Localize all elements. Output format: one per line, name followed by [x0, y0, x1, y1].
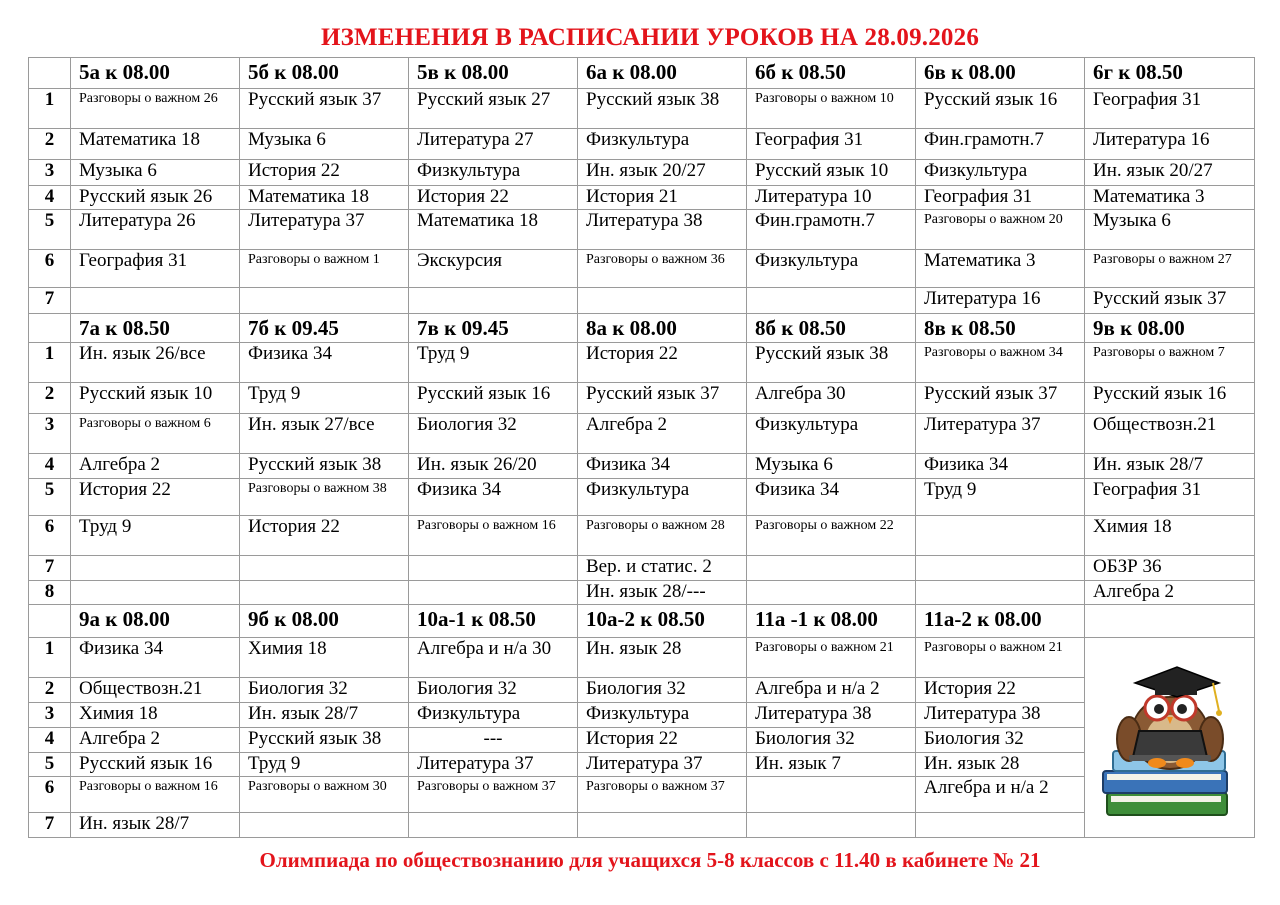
lesson-cell: [71, 556, 240, 581]
lesson-cell: Биология 32: [409, 414, 578, 454]
lesson-number: 1: [29, 89, 71, 129]
lesson-cell: Физика 34: [409, 479, 578, 516]
lesson-cell: Русский язык 10: [747, 160, 916, 186]
class-header: 11а-2 к 08.00: [916, 605, 1085, 638]
lesson-cell: Разговоры о важном 38: [240, 479, 409, 516]
lesson-number: 1: [29, 638, 71, 678]
corner-cell: [29, 605, 71, 638]
lesson-cell: Русский язык 37: [578, 383, 747, 414]
lesson-cell: Обществозн.21: [71, 678, 240, 703]
lesson-cell: ---: [409, 728, 578, 753]
lesson-cell: Разговоры о важном 37: [578, 777, 747, 813]
lesson-cell: Разговоры о важном 21: [916, 638, 1085, 678]
lesson-cell: [578, 288, 747, 314]
lesson-cell: Фин.грамотн.7: [916, 129, 1085, 160]
lesson-number: 4: [29, 454, 71, 479]
lesson-cell: Литература 27: [409, 129, 578, 160]
owl-illustration-cell: [1085, 638, 1255, 838]
class-header-row: [29, 605, 1255, 638]
lesson-row: [29, 288, 1255, 314]
lesson-cell: Алгебра 2: [578, 414, 747, 454]
lesson-row: [29, 813, 1255, 838]
class-header: 5в к 08.00: [409, 58, 578, 89]
class-header: 10а-2 к 08.50: [578, 605, 747, 638]
lesson-row: [29, 160, 1255, 186]
lesson-cell: [916, 813, 1085, 838]
class-header: 7б к 09.45: [240, 314, 409, 343]
lesson-cell: Русский язык 16: [916, 89, 1085, 129]
lesson-cell: [747, 777, 916, 813]
lesson-cell: Разговоры о важном 1: [240, 250, 409, 288]
lesson-number: 5: [29, 479, 71, 516]
lesson-cell: Физкультура: [409, 160, 578, 186]
lesson-cell: Труд 9: [71, 516, 240, 556]
lesson-cell: Литература 10: [747, 186, 916, 210]
class-header: 7в к 09.45: [409, 314, 578, 343]
lesson-cell: Русский язык 37: [1085, 288, 1255, 314]
class-header: 6г к 08.50: [1085, 58, 1255, 89]
lesson-cell: Биология 32: [747, 728, 916, 753]
class-header: 8б к 08.50: [747, 314, 916, 343]
lesson-cell: Биология 32: [409, 678, 578, 703]
class-header: 6б к 08.50: [747, 58, 916, 89]
lesson-cell: [747, 581, 916, 605]
lesson-row: [29, 678, 1255, 703]
lesson-cell: Обществозн.21: [1085, 414, 1255, 454]
lesson-cell: [916, 581, 1085, 605]
lesson-row: [29, 129, 1255, 160]
lesson-cell: Музыка 6: [240, 129, 409, 160]
lesson-cell: География 31: [747, 129, 916, 160]
lesson-cell: [409, 813, 578, 838]
lesson-number: 5: [29, 753, 71, 777]
lesson-cell: Ин. язык 28: [916, 753, 1085, 777]
lesson-cell: Литература 37: [916, 414, 1085, 454]
lesson-cell: Физкультура: [578, 703, 747, 728]
lesson-row: [29, 250, 1255, 288]
lesson-cell: Ин. язык 20/27: [1085, 160, 1255, 186]
lesson-cell: Музыка 6: [71, 160, 240, 186]
lesson-cell: [240, 288, 409, 314]
lesson-cell: Математика 3: [1085, 186, 1255, 210]
lesson-cell: Ин. язык 28/7: [240, 703, 409, 728]
lesson-cell: География 31: [1085, 89, 1255, 129]
lesson-row: [29, 753, 1255, 777]
lesson-cell: [409, 556, 578, 581]
lesson-cell: Литература 37: [578, 753, 747, 777]
lesson-number: 3: [29, 414, 71, 454]
lesson-cell: Алгебра и н/а 2: [747, 678, 916, 703]
empty-header-cell: [1085, 605, 1255, 638]
lesson-cell: Ин. язык 7: [747, 753, 916, 777]
lesson-cell: Литература 38: [916, 703, 1085, 728]
lesson-cell: [409, 288, 578, 314]
lesson-cell: Разговоры о важном 10: [747, 89, 916, 129]
lesson-cell: Разговоры о важном 21: [747, 638, 916, 678]
class-header: 7а к 08.50: [71, 314, 240, 343]
lesson-cell: Ин. язык 28/---: [578, 581, 747, 605]
lesson-cell: Русский язык 16: [1085, 383, 1255, 414]
lesson-number: 6: [29, 250, 71, 288]
lesson-number: 4: [29, 186, 71, 210]
lesson-cell: Литература 38: [747, 703, 916, 728]
lesson-cell: Русский язык 26: [71, 186, 240, 210]
lesson-cell: История 21: [578, 186, 747, 210]
class-header: 9в к 08.00: [1085, 314, 1255, 343]
lesson-cell: Разговоры о важном 34: [916, 343, 1085, 383]
lesson-cell: Труд 9: [916, 479, 1085, 516]
lesson-cell: Физкультура: [409, 703, 578, 728]
lesson-number: 7: [29, 813, 71, 838]
class-header: 9б к 08.00: [240, 605, 409, 638]
lesson-cell: Литература 26: [71, 210, 240, 250]
lesson-cell: Литература 16: [916, 288, 1085, 314]
lesson-cell: [71, 288, 240, 314]
lesson-cell: История 22: [916, 678, 1085, 703]
lesson-cell: Алгебра 2: [71, 454, 240, 479]
lesson-cell: Математика 18: [409, 210, 578, 250]
lesson-number: 7: [29, 556, 71, 581]
lesson-row: [29, 516, 1255, 556]
lesson-cell: Математика 18: [240, 186, 409, 210]
lesson-cell: Русский язык 38: [747, 343, 916, 383]
lesson-number: 5: [29, 210, 71, 250]
lesson-cell: Биология 32: [578, 678, 747, 703]
lesson-cell: Музыка 6: [1085, 210, 1255, 250]
olympiad-notice: Олимпиада по обществознанию для учащихся 5-8 классов с 11.40 в кабинете № 21: [259, 848, 1041, 872]
lesson-cell: [71, 581, 240, 605]
corner-cell: [29, 314, 71, 343]
lesson-cell: Физика 34: [916, 454, 1085, 479]
lesson-cell: Труд 9: [240, 753, 409, 777]
lesson-cell: Разговоры о важном 7: [1085, 343, 1255, 383]
lesson-cell: География 31: [916, 186, 1085, 210]
lesson-cell: Русский язык 38: [240, 454, 409, 479]
lesson-cell: Русский язык 38: [240, 728, 409, 753]
class-header-row: [29, 314, 1255, 343]
lesson-row: [29, 186, 1255, 210]
lesson-cell: Разговоры о важном 16: [71, 777, 240, 813]
lesson-cell: Биология 32: [240, 678, 409, 703]
lesson-cell: Физкультура: [578, 479, 747, 516]
lesson-cell: Фин.грамотн.7: [747, 210, 916, 250]
lesson-row: [29, 556, 1255, 581]
class-header: 6в к 08.00: [916, 58, 1085, 89]
class-header: 10а-1 к 08.50: [409, 605, 578, 638]
lesson-cell: Разговоры о важном 22: [747, 516, 916, 556]
lesson-cell: Труд 9: [240, 383, 409, 414]
lesson-cell: Физика 34: [71, 638, 240, 678]
lesson-cell: Разговоры о важном 28: [578, 516, 747, 556]
lesson-cell: [578, 813, 747, 838]
lesson-cell: [747, 556, 916, 581]
lesson-cell: Разговоры о важном 26: [71, 89, 240, 129]
lesson-cell: Русский язык 37: [240, 89, 409, 129]
lesson-cell: Ин. язык 27/все: [240, 414, 409, 454]
lesson-cell: Русский язык 38: [578, 89, 747, 129]
lesson-cell: Разговоры о важном 27: [1085, 250, 1255, 288]
page-title: ИЗМЕНЕНИЯ В РАСПИСАНИИ УРОКОВ НА 28.09.2026: [320, 24, 980, 51]
lesson-cell: Русский язык 27: [409, 89, 578, 129]
lesson-row: [29, 414, 1255, 454]
lesson-cell: Разговоры о важном 20: [916, 210, 1085, 250]
lesson-cell: История 22: [578, 728, 747, 753]
lesson-cell: Физкультура: [747, 250, 916, 288]
lesson-row: [29, 479, 1255, 516]
class-header-row: [29, 58, 1255, 89]
lesson-cell: [240, 581, 409, 605]
lesson-row: [29, 89, 1255, 129]
schedule-table: [28, 57, 1255, 838]
lesson-number: 3: [29, 160, 71, 186]
lesson-cell: Физкультура: [916, 160, 1085, 186]
lesson-number: 1: [29, 343, 71, 383]
lesson-row: [29, 703, 1255, 728]
lesson-cell: Литература 37: [240, 210, 409, 250]
lesson-row: [29, 638, 1255, 678]
lesson-cell: Ин. язык 28: [578, 638, 747, 678]
lesson-cell: Экскурсия: [409, 250, 578, 288]
lesson-cell: Математика 18: [71, 129, 240, 160]
lesson-cell: Алгебра 2: [71, 728, 240, 753]
lesson-cell: [747, 288, 916, 314]
lesson-cell: Труд 9: [409, 343, 578, 383]
lesson-cell: Ин. язык 26/20: [409, 454, 578, 479]
lesson-cell: Русский язык 10: [71, 383, 240, 414]
lesson-cell: География 31: [71, 250, 240, 288]
lesson-row: [29, 343, 1255, 383]
corner-cell: [29, 58, 71, 89]
lesson-cell: Русский язык 37: [916, 383, 1085, 414]
lesson-cell: Ин. язык 26/все: [71, 343, 240, 383]
lesson-cell: Разговоры о важном 6: [71, 414, 240, 454]
lesson-number: 6: [29, 516, 71, 556]
class-header: 5а к 08.00: [71, 58, 240, 89]
lesson-row: [29, 210, 1255, 250]
lesson-cell: Литература 37: [409, 753, 578, 777]
lesson-cell: Алгебра и н/а 30: [409, 638, 578, 678]
lesson-cell: ОБЗР 36: [1085, 556, 1255, 581]
lesson-number: 4: [29, 728, 71, 753]
class-header: 8в к 08.50: [916, 314, 1085, 343]
lesson-cell: Физика 34: [578, 454, 747, 479]
lesson-cell: [916, 516, 1085, 556]
lesson-cell: Русский язык 16: [71, 753, 240, 777]
lesson-cell: Литература 16: [1085, 129, 1255, 160]
lesson-cell: Алгебра 2: [1085, 581, 1255, 605]
lesson-cell: Разговоры о важном 16: [409, 516, 578, 556]
lesson-cell: Химия 18: [240, 638, 409, 678]
lesson-cell: Алгебра и н/а 2: [916, 777, 1085, 813]
owl-graduate-illustration: [1095, 653, 1245, 823]
lesson-number: 3: [29, 703, 71, 728]
class-header: 9а к 08.00: [71, 605, 240, 638]
lesson-row: [29, 777, 1255, 813]
lesson-cell: География 31: [1085, 479, 1255, 516]
lesson-number: 2: [29, 678, 71, 703]
class-header: 5б к 08.00: [240, 58, 409, 89]
lesson-cell: История 22: [240, 160, 409, 186]
lesson-cell: История 22: [578, 343, 747, 383]
lesson-cell: Вер. и статис. 2: [578, 556, 747, 581]
lesson-cell: Биология 32: [916, 728, 1085, 753]
lesson-cell: Ин. язык 20/27: [578, 160, 747, 186]
lesson-cell: Ин. язык 28/7: [1085, 454, 1255, 479]
class-header: 8а к 08.00: [578, 314, 747, 343]
lesson-cell: История 22: [409, 186, 578, 210]
lesson-row: [29, 383, 1255, 414]
lesson-row: [29, 728, 1255, 753]
lesson-cell: Физкультура: [578, 129, 747, 160]
lesson-cell: Математика 3: [916, 250, 1085, 288]
lesson-cell: Литература 38: [578, 210, 747, 250]
lesson-cell: [409, 581, 578, 605]
lesson-cell: Разговоры о важном 36: [578, 250, 747, 288]
lesson-cell: Физкультура: [747, 414, 916, 454]
lesson-number: 2: [29, 129, 71, 160]
lesson-cell: Физика 34: [240, 343, 409, 383]
lesson-cell: Алгебра 30: [747, 383, 916, 414]
class-header: 6а к 08.00: [578, 58, 747, 89]
lesson-cell: Химия 18: [71, 703, 240, 728]
lesson-row: [29, 581, 1255, 605]
lesson-number: 8: [29, 581, 71, 605]
lesson-cell: Физика 34: [747, 479, 916, 516]
lesson-cell: Разговоры о важном 30: [240, 777, 409, 813]
lesson-cell: Химия 18: [1085, 516, 1255, 556]
lesson-cell: Русский язык 16: [409, 383, 578, 414]
lesson-cell: [916, 556, 1085, 581]
lesson-number: 6: [29, 777, 71, 813]
lesson-cell: [240, 813, 409, 838]
lesson-cell: Музыка 6: [747, 454, 916, 479]
lesson-cell: Разговоры о важном 37: [409, 777, 578, 813]
lesson-cell: [747, 813, 916, 838]
lesson-number: 7: [29, 288, 71, 314]
lesson-cell: История 22: [240, 516, 409, 556]
lesson-cell: Ин. язык 28/7: [71, 813, 240, 838]
lesson-row: [29, 454, 1255, 479]
lesson-cell: История 22: [71, 479, 240, 516]
lesson-cell: [240, 556, 409, 581]
lesson-number: 2: [29, 383, 71, 414]
class-header: 11а -1 к 08.00: [747, 605, 916, 638]
